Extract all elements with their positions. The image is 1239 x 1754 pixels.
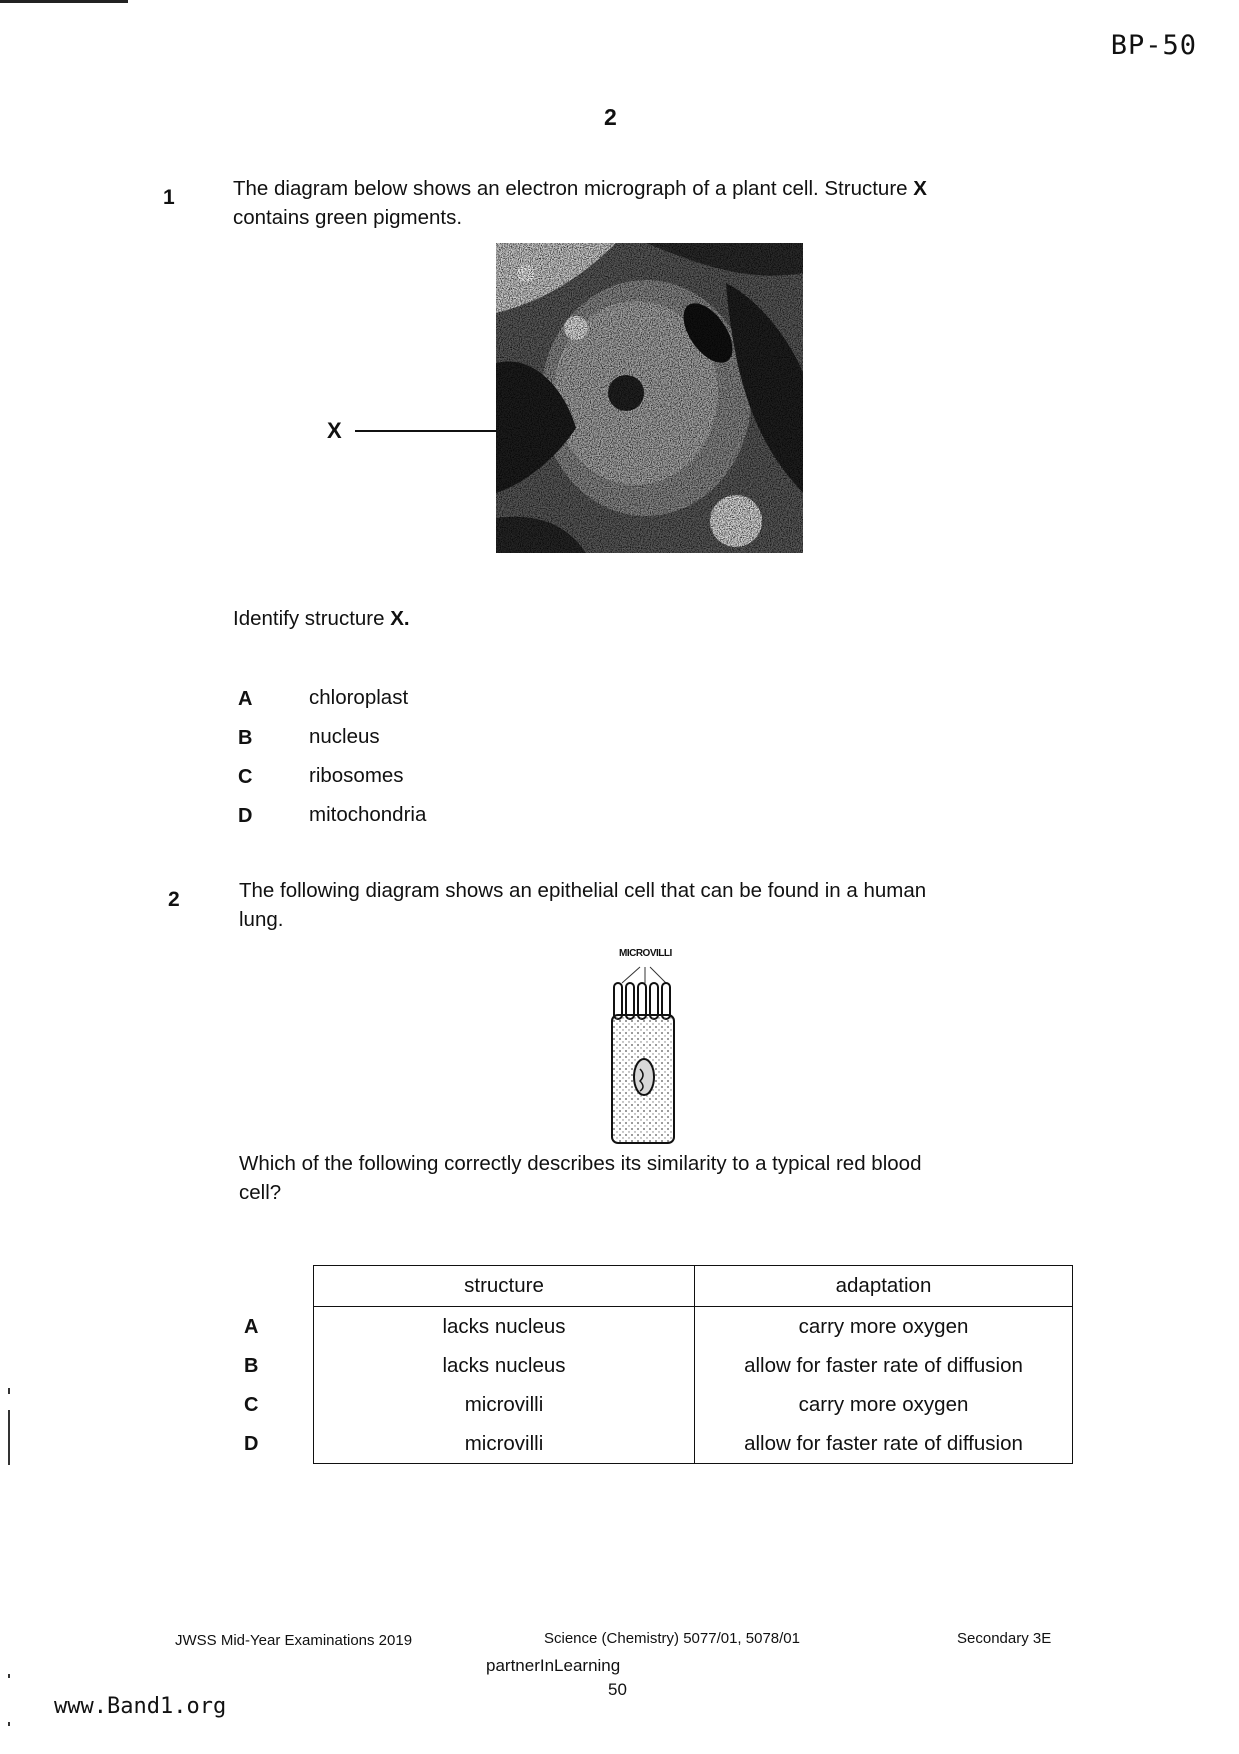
row-a-letter: A — [244, 1316, 259, 1338]
scan-mark — [8, 1388, 10, 1394]
question-1-prompt — [233, 604, 410, 633]
row-b-adaptation: allow for faster rate of diffusion — [695, 1346, 1073, 1385]
q1-option-c-letter: C — [238, 766, 253, 788]
document-code: BP-50 — [1110, 30, 1197, 61]
footer-level: Secondary 3E — [957, 1630, 1052, 1647]
question-1-number: 1 — [163, 186, 175, 209]
row-c-adaptation: carry more oxygen — [695, 1385, 1073, 1424]
header-structure: structure — [314, 1266, 695, 1307]
footer-exam-name: JWSS Mid-Year Examinations 2019 — [175, 1632, 413, 1649]
table-row[interactable] — [314, 1385, 1073, 1424]
header-adaptation: adaptation — [695, 1266, 1073, 1307]
q1-option-a-letter: A — [238, 688, 253, 710]
question-2-prompt-line1: Which of the following correctly describes its similarity to a typical red blood — [239, 1152, 922, 1175]
epithelial-cell-diagram — [600, 960, 690, 1155]
row-d-letter: D — [244, 1433, 259, 1455]
row-c-structure: microvilli — [314, 1385, 695, 1424]
row-b-letter: B — [244, 1355, 259, 1377]
question-2-prompt — [239, 1149, 1099, 1207]
top-edge-bar — [0, 0, 128, 3]
table-row[interactable] — [314, 1307, 1073, 1347]
answer-table — [313, 1265, 1073, 1464]
structure-x-label: X — [327, 418, 342, 443]
question-1-line1: The diagram below shows an electron micrograph of a plant cell. Structure — [233, 177, 908, 200]
question-1-text — [233, 174, 1093, 232]
scan-mark — [8, 1722, 10, 1726]
q1-option-c-text[interactable]: ribosomes — [309, 764, 404, 787]
footer-page-number: 50 — [608, 1680, 627, 1699]
page-number: 2 — [604, 104, 617, 130]
answer-table-header — [314, 1266, 1073, 1307]
table-row[interactable] — [314, 1346, 1073, 1385]
question-2-text — [239, 876, 1099, 934]
website-watermark[interactable]: www.Band1.org — [54, 1694, 227, 1719]
question-2-number: 2 — [168, 888, 180, 911]
row-b-structure: lacks nucleus — [314, 1346, 695, 1385]
question-1-prompt-text: Identify structure — [233, 607, 385, 630]
table-row[interactable] — [314, 1424, 1073, 1464]
footer-subject: Science (Chemistry) 5077/01, 5078/01 — [544, 1630, 800, 1647]
question-1-structure-x: X — [913, 177, 927, 200]
electron-micrograph — [496, 243, 803, 553]
row-a-adaptation: carry more oxygen — [695, 1307, 1073, 1347]
row-d-adaptation: allow for faster rate of diffusion — [695, 1424, 1073, 1464]
q1-option-b-text[interactable]: nucleus — [309, 725, 380, 748]
microvilli-label: MICROVILLI — [619, 948, 672, 959]
q1-option-d-letter: D — [238, 805, 253, 827]
row-a-structure: lacks nucleus — [314, 1307, 695, 1347]
scan-mark — [8, 1410, 10, 1465]
structure-x-pointer-line — [355, 430, 497, 432]
q1-option-a-text[interactable]: chloroplast — [309, 686, 409, 709]
footer-brand: partnerInLearning — [486, 1656, 621, 1675]
q1-option-d-text[interactable]: mitochondria — [309, 803, 427, 826]
q1-option-b-letter: B — [238, 727, 253, 749]
row-c-letter: C — [244, 1394, 259, 1416]
row-d-structure: microvilli — [314, 1424, 695, 1464]
question-1-line2: contains green pigments. — [233, 206, 463, 229]
scan-mark — [8, 1674, 10, 1678]
question-1-prompt-x: X. — [390, 607, 410, 630]
question-2-line2: lung. — [239, 908, 284, 931]
question-2-line1: The following diagram shows an epithelial cell that can be found in a human — [239, 879, 927, 902]
question-2-prompt-line2: cell? — [239, 1181, 282, 1204]
